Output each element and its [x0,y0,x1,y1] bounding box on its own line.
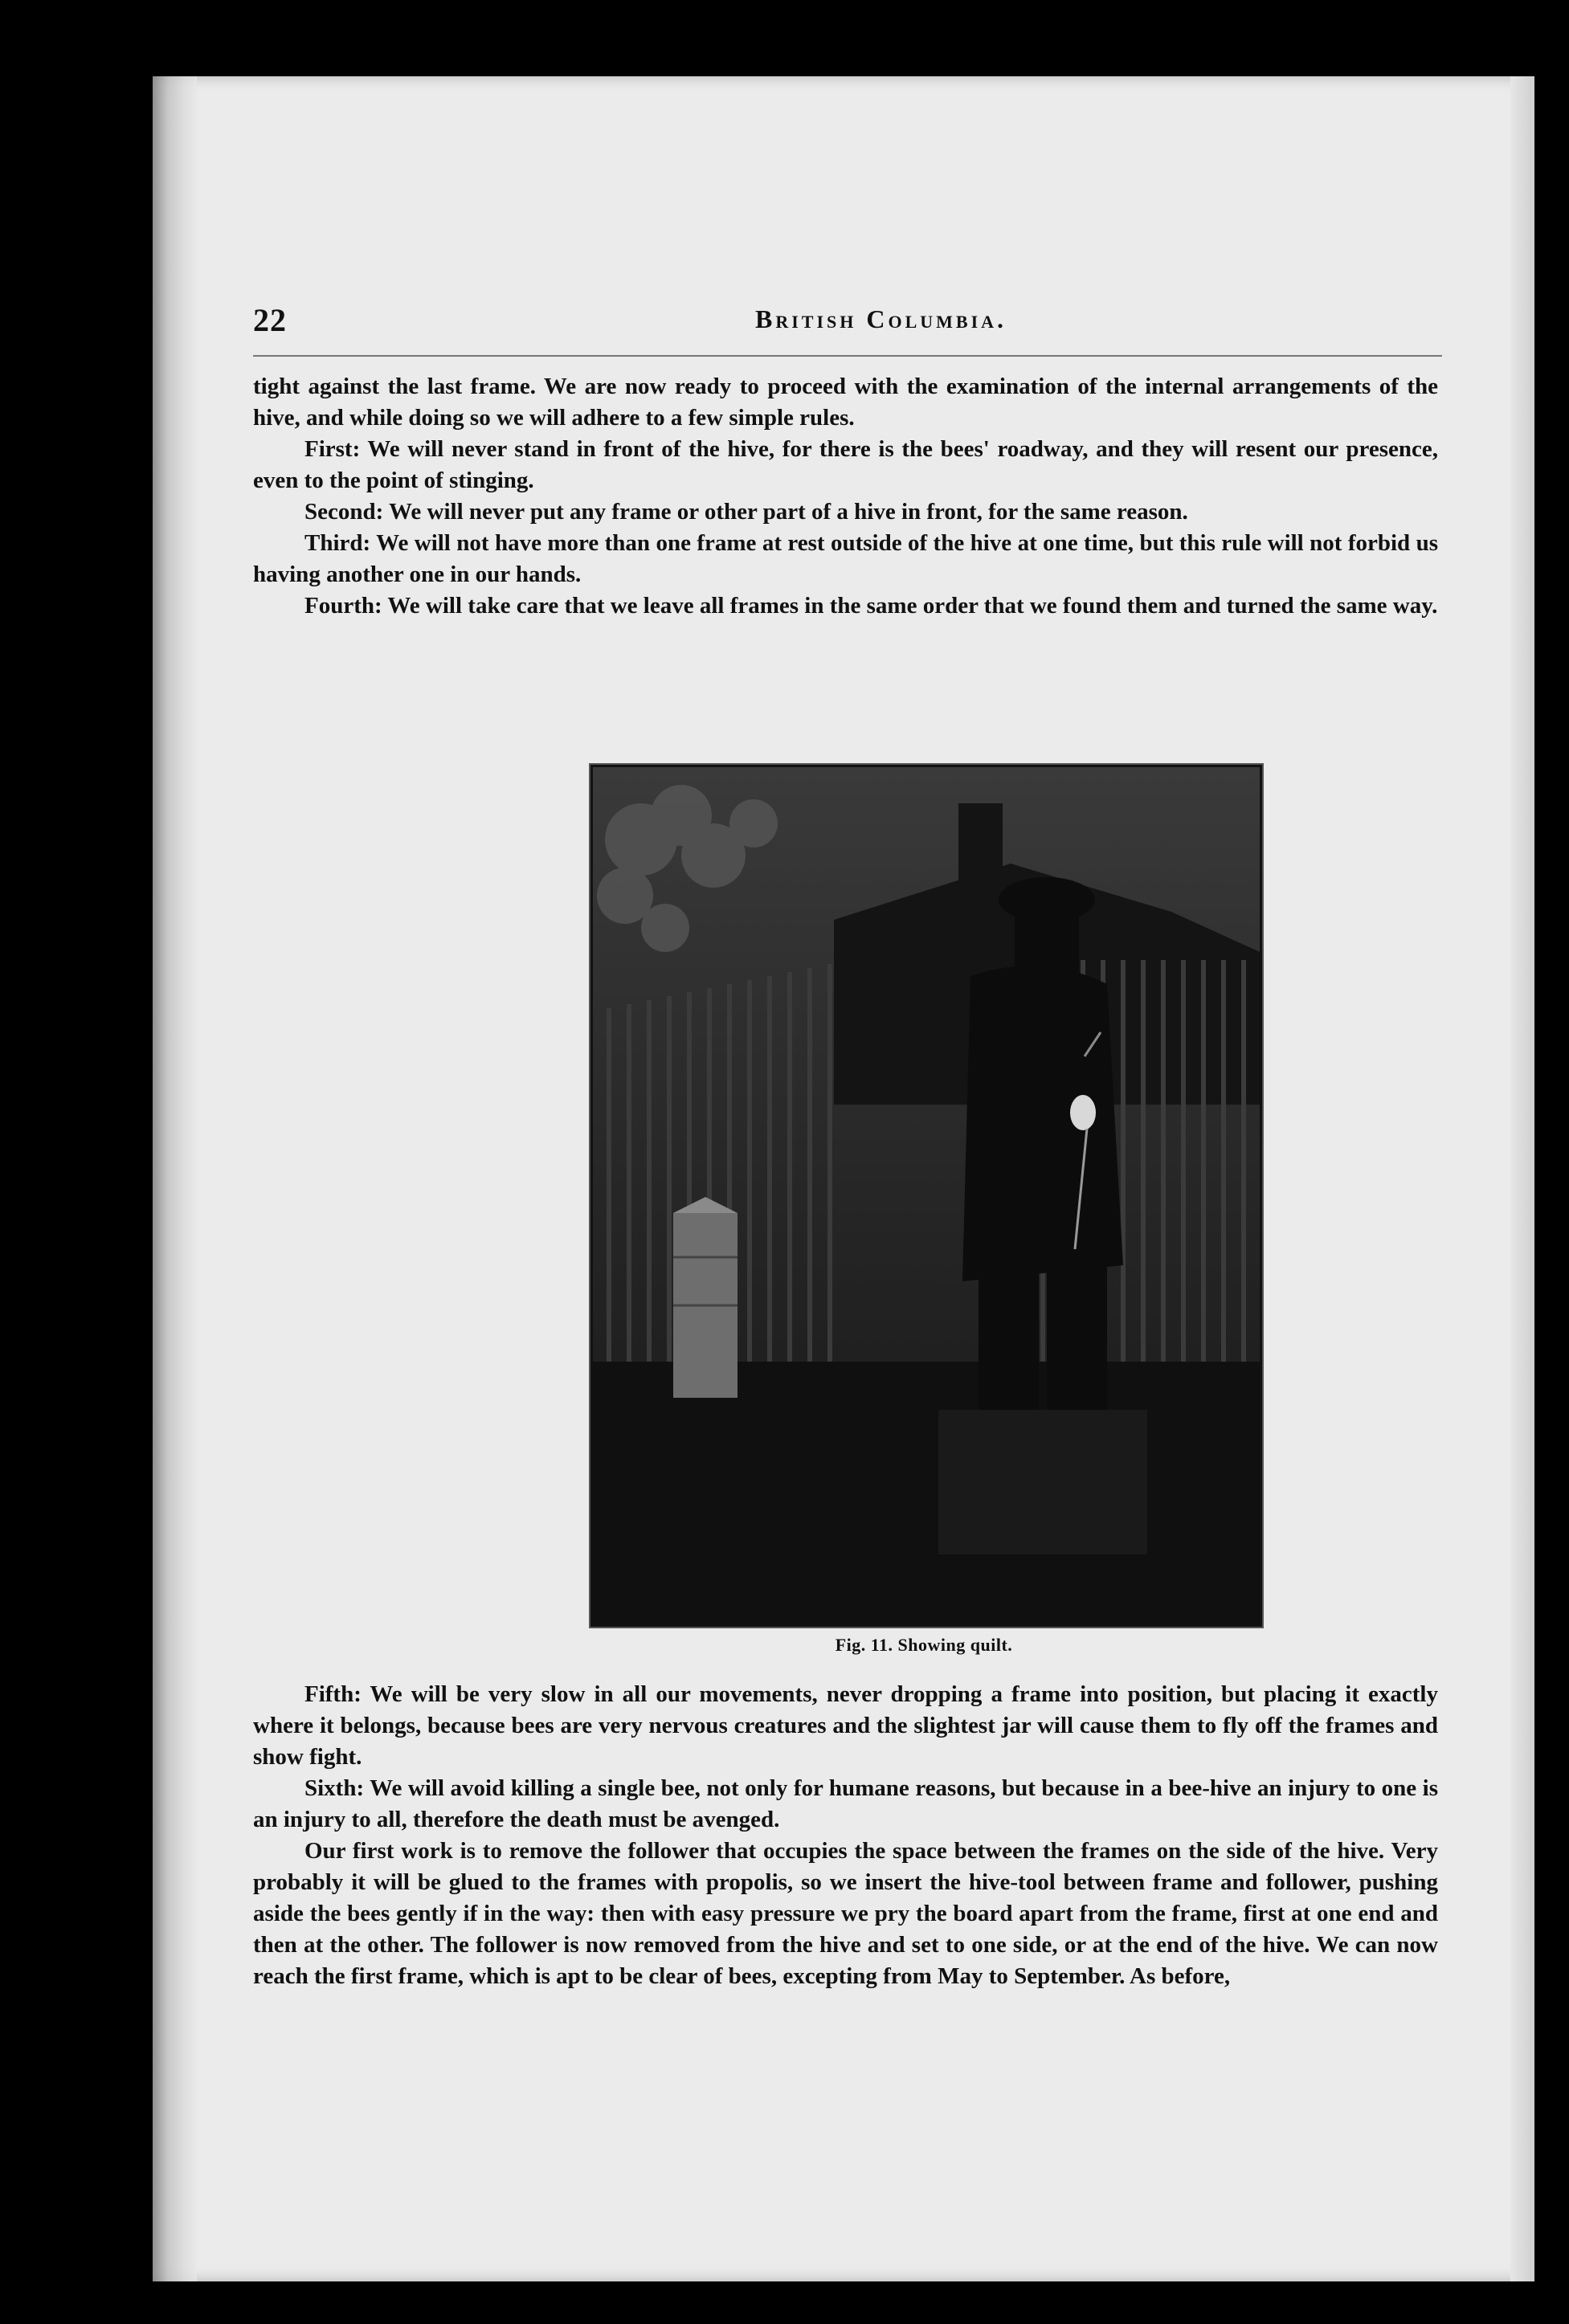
rule-lead: Third: [304,530,371,556]
rule-lead: Fifth: [304,1681,362,1707]
text-block-bottom [253,1679,1438,1992]
rule-text: We will take care that we leave all frames in the same order that we found them and turned the same way. [382,593,1438,619]
paragraph: tight against the last frame. We are now ready to proceed with the examination of the internal arrangements of the hive, and while doing so we will adhere to a few simple rules. [253,374,1438,431]
beehive [673,1197,738,1398]
rule-text: We will never put any frame or other part of a hive in front, for the same reason. [383,499,1188,525]
running-title: British Columbia. [755,304,1007,333]
rule-text: We will avoid killing a single bee, not only for humane reasons, but because in a bee-hive an injury to one is an injury to all, therefore the death must be avenged. [253,1775,1438,1832]
page-right-edge [1510,76,1534,2281]
paragraph-text: Our first work is to remove the follower that occupies the space between the frames on the side of the hive. Very probably it will be glued to the frames with propolis, so we insert the hive-tool between frame and follower, pushing aside the bees gently if in the way: then with easy pressure we pry the board apart from the frame, first at one end and then at the other. The follower is now removed from the hive and set to one side, or at the end of the hive. We can now reach the first frame, which is apt to be clear of bees, excepting from May to September. As before, [253,1838,1438,1989]
ground [593,1362,1260,1624]
figure-caption: Fig. 11. Showing quilt. [835,1635,1013,1655]
rule-lead: Fourth: [304,593,382,619]
hive-stand [938,1410,1147,1554]
rule-sixth [253,1773,1438,1836]
rule-text: We will be very slow in all our movements, never dropping a frame into position, but placing it exactly where it belongs, because bees are very nervous creatures and the slightest jar will cause them to fly off the frames and show fight. [253,1681,1438,1770]
page-number: 22 [253,302,287,338]
page-header [253,301,1430,349]
page-binding-edge [153,76,197,2281]
beekeeper-photo-illustration [593,767,1260,1624]
rule-text: We will not have more than one frame at rest outside of the hive at one time, but this rule will not forbid us having another one in our hands. [253,530,1438,587]
paragraph [253,1836,1438,1992]
text-block-top [253,371,1438,622]
rule-second [253,496,1438,528]
rule-fourth [253,590,1438,622]
rule-lead: First: [304,436,361,462]
rule-text: We will never stand in front of the hive, for there is the bees' roadway, and they will resent our presence, even to the point of stinging. [253,436,1438,493]
rule-lead: Sixth: [304,1775,365,1801]
rule-first [253,434,1438,496]
figure-photograph [590,765,1262,1627]
rule-fifth [253,1679,1438,1773]
header-rule [253,355,1442,357]
rule-lead: Second: [304,499,384,525]
rule-third [253,528,1438,590]
